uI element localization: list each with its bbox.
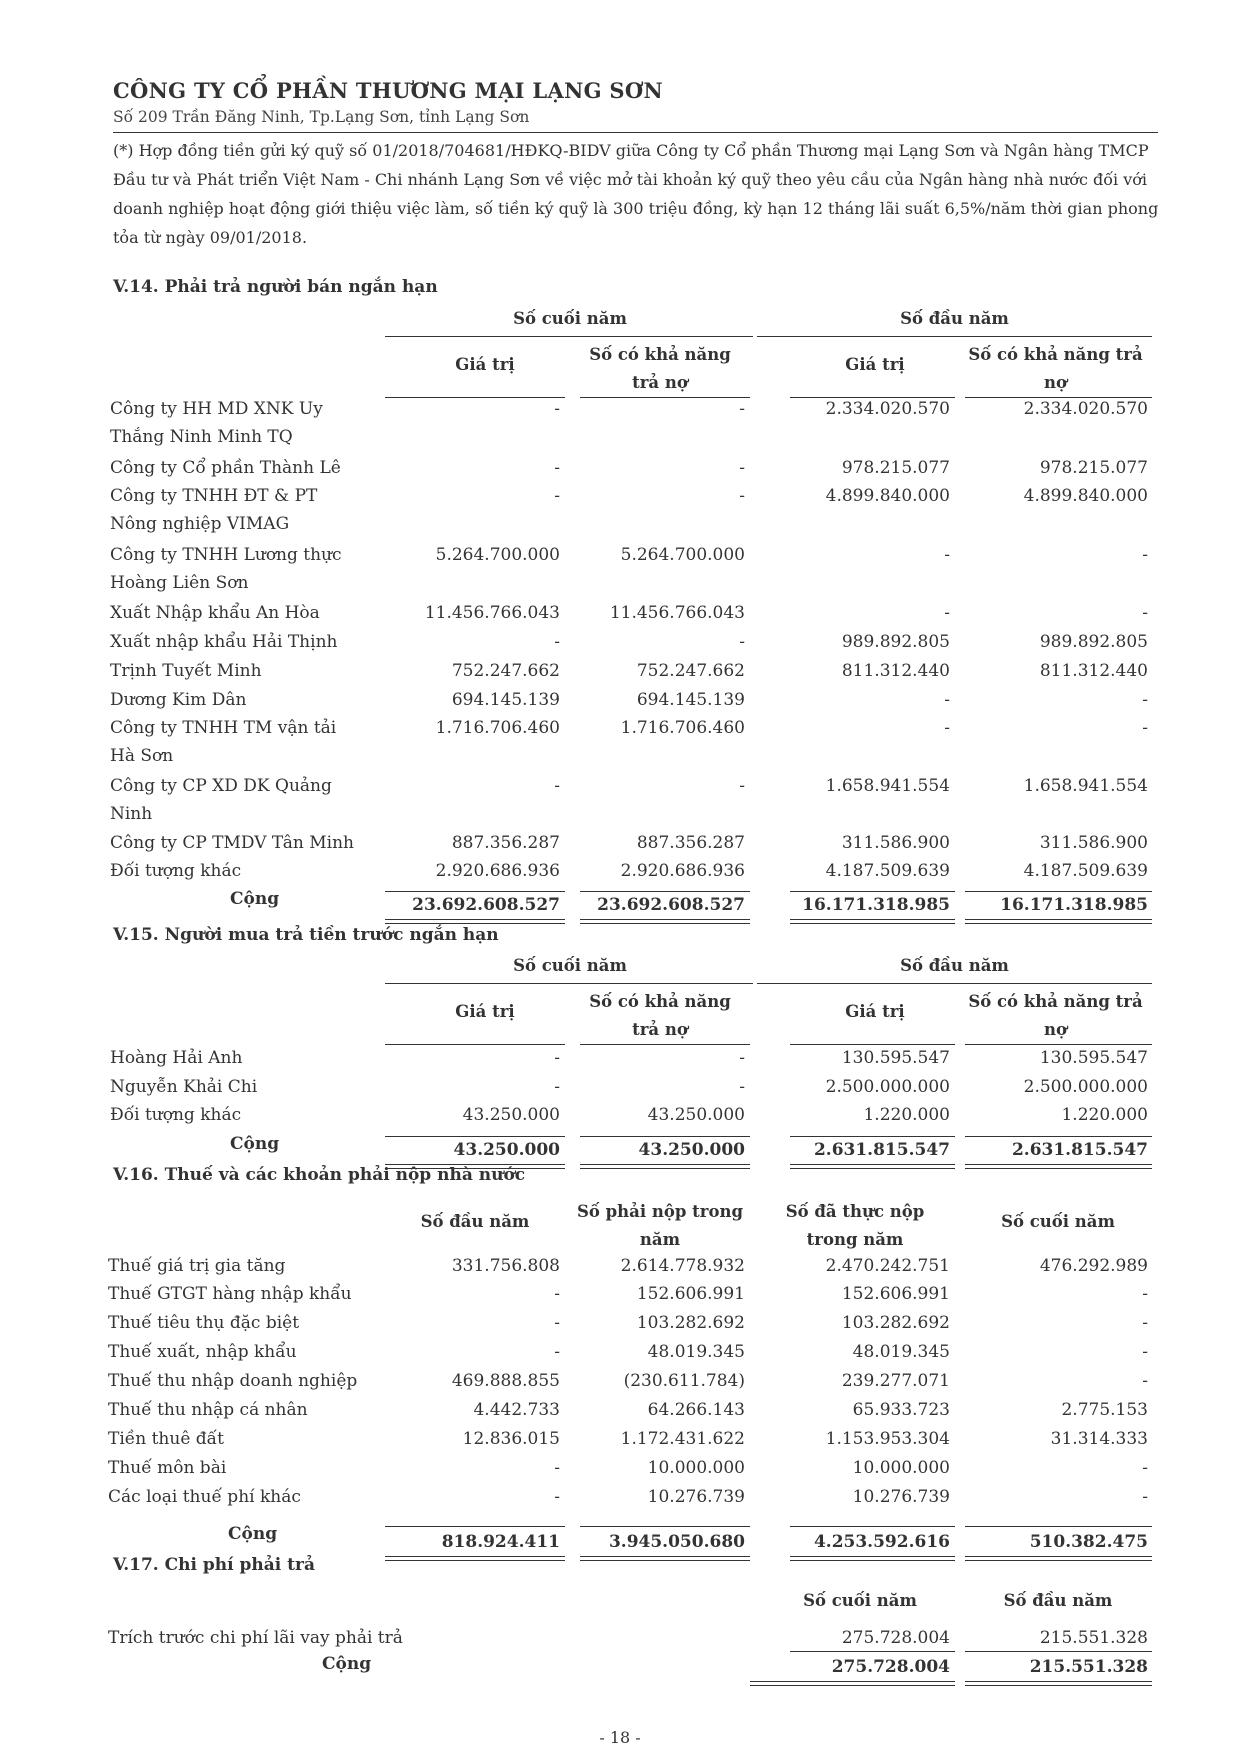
cell-c4: 989.892.805 [1039,632,1148,652]
cell-c1: - [554,1048,560,1068]
group-rule-begin [757,983,1152,984]
section-title-v15: V.15. Người mua trả tiền trước ngắn hạn [113,925,499,945]
total-top-rule-4 [965,1136,1152,1137]
cell-c2: - [739,1077,745,1097]
cell-c1: 43.250.000 [462,1105,560,1125]
total-bottom-rule-2 [580,919,750,924]
header-rule [113,132,1158,133]
cell-c2: 1.716.706.460 [620,718,745,738]
col-header-paid: Số đã thực nộp trong năm [785,1202,925,1249]
cell-c1: 5.264.700.000 [435,545,560,565]
cell-c4: - [1142,718,1148,738]
total-cell-c4: 16.171.318.985 [1000,895,1148,915]
total-top-rule-2 [580,1526,750,1527]
row-label: Công ty CP XD DK Quảng Ninh [110,776,332,824]
group-rule-end [385,336,753,337]
cell-c1: 1.716.706.460 [435,718,560,738]
cell-c1: 2.920.686.936 [435,861,560,881]
cell-c4: - [1142,603,1148,623]
col-header-pay-begin: Số có khả năng trả nợ [968,345,1143,392]
tax-row-label: Thuế giá trị gia tăng [108,1256,286,1276]
tax-cell-c1: 331.756.808 [451,1256,560,1276]
tax-row-label: Thuế thu nhập doanh nghiệp [108,1371,358,1391]
total-cell-c2: 3.945.050.680 [608,1532,745,1552]
cell-c4: 811.312.440 [1039,661,1148,681]
cell-c4: 978.215.077 [1039,458,1148,478]
cell-c3: 978.215.077 [841,458,950,478]
col-header-value-end: Giá trị [455,1002,515,1021]
tax-cell-c1: - [554,1313,560,1333]
tax-cell-c3: 10.276.739 [852,1487,950,1507]
cell-c3: 4.899.840.000 [825,486,950,506]
tax-cell-c1: - [554,1342,560,1362]
total-bottom-rule-3 [790,919,955,924]
col-header-begin-year: Số đầu năm [420,1212,530,1231]
tax-cell-c3: 2.470.242.751 [825,1256,950,1276]
cell-c2: 2.920.686.936 [620,861,745,881]
cell-c3: - [944,718,950,738]
tax-cell-c2: 2.614.778.932 [620,1256,745,1276]
cell-c2: 43.250.000 [647,1105,745,1125]
row-label: Hoàng Hải Anh [110,1048,243,1068]
cell-c4: - [1142,690,1148,710]
tax-cell-c2: 64.266.143 [647,1400,745,1420]
tax-cell-c4: - [1142,1487,1148,1507]
tax-cell-c4: - [1142,1342,1148,1362]
tax-row-label: Thuế thu nhập cá nhân [108,1400,308,1420]
cell-c2: - [739,632,745,652]
tax-cell-c3: 103.282.692 [841,1313,950,1333]
tax-row-label: Tiền thuê đất [108,1429,224,1449]
tax-cell-c2: 48.019.345 [647,1342,745,1362]
total-cell-c2: 23.692.608.527 [597,895,745,915]
total-label: Cộng [322,1654,372,1674]
total-bottom-rule-4 [965,1556,1152,1561]
cell-c2: 11.456.766.043 [609,603,745,623]
row-label: Đối tượng khác [110,1105,242,1125]
cell-c1: 752.247.662 [451,661,560,681]
tax-cell-c2: 103.282.692 [636,1313,745,1333]
total-bottom-rule-3 [750,1681,955,1686]
col-header-payable: Số phải nộp trong năm [576,1202,744,1249]
tax-cell-c3: 152.606.991 [841,1284,950,1304]
cell-c3: 311.586.900 [841,833,950,853]
total-top-rule-1 [385,1136,565,1137]
group-rule-end [385,983,753,984]
total-top-rule-1 [385,1526,565,1527]
cell-c4: 2.334.020.570 [1023,399,1148,419]
row-label: Công ty TNHH ĐT & PT Nông nghiệp VIMAG [110,486,318,534]
row-label: Xuất nhập khẩu Hải Thịnh [110,632,338,652]
tax-cell-c1: - [554,1487,560,1507]
row-label: Nguyễn Khải Chi [110,1077,258,1097]
total-top-rule-4 [965,891,1152,892]
cell-c3: - [944,690,950,710]
total-bottom-rule-4 [965,1164,1152,1169]
cell-c4: 4.187.509.639 [1023,861,1148,881]
tax-cell-c3: 48.019.345 [852,1342,950,1362]
row-label: Trịnh Tuyết Minh [110,661,262,681]
tax-cell-c4: 31.314.333 [1050,1429,1148,1449]
row-label: Dương Kim Dân [110,690,247,710]
total-cell-c3: 2.631.815.547 [813,1140,950,1160]
tax-row-label: Các loại thuế phí khác [108,1487,301,1507]
cell-c3: 2.500.000.000 [825,1077,950,1097]
accrual-cell-end: 275.728.004 [841,1628,950,1648]
total-top-rule-3 [790,1136,955,1137]
section-title-v14: V.14. Phải trả người bán ngắn hạn [113,277,438,297]
cell-c1: - [554,486,560,506]
tax-cell-c2: 10.276.739 [647,1487,745,1507]
accrual-row-label: Trích trước chi phí lãi vay phải trả [108,1628,403,1648]
row-label: Công ty TNHH TM vận tải Hà Sơn [110,718,337,766]
total-bottom-rule-2 [580,1556,750,1561]
tax-cell-c2: 152.606.991 [636,1284,745,1304]
total-top-rule-1 [385,891,565,892]
col-header-end-year: Số cuối năm [1001,1212,1115,1231]
col-header-pay-end: Số có khả năng trả nợ [589,992,731,1039]
total-cell-c1: 43.250.000 [453,1140,560,1160]
col-header-pay-begin: Số có khả năng trả nợ [968,992,1143,1039]
deposit-note: (*) Hợp đồng tiền gửi ký quỹ số 01/2018/704681/HĐKQ-BIDV giữa Công ty Cổ phần Thương mại Lạng Sơn và Ngân hàng TMCP Đầu tư và Phát triển Việt Nam - Chi nhánh Lạng Sơn về việc mở tài khoản ký quỹ theo yêu cầu của Ngân hàng nhà nước đối với doanh nghiệp hoạt động giới thiệu việc làm, số tiền ký quỹ là 300 triệu đồng, kỳ hạn 12 tháng lãi suất 6,5%/năm thời gian phong tỏa từ ngày 09/01/2018. [113,141,1159,247]
cell-c1: 887.356.287 [451,833,560,853]
cell-c4: 130.595.547 [1039,1048,1148,1068]
tax-cell-c4: 476.292.989 [1039,1256,1148,1276]
col-header-value-begin: Giá trị [845,355,905,374]
cell-c1: - [554,458,560,478]
tax-cell-c1: 4.442.733 [473,1400,560,1420]
col-header-value-end: Giá trị [455,355,515,374]
company-name: CÔNG TY CỔ PHẦN THƯƠNG MẠI LẠNG SƠN [113,78,663,103]
col-header-value-begin: Giá trị [845,1002,905,1021]
tax-row-label: Thuế tiêu thụ đặc biệt [108,1313,300,1333]
col-header-begin-year: Số đầu năm [1003,1591,1113,1610]
total-cell-c2: 43.250.000 [638,1140,745,1160]
tax-cell-c2: (230.611.784) [623,1371,745,1391]
row-label: Công ty HH MD XNK Uy Thắng Ninh Minh TQ [110,399,323,447]
cell-c3: 811.312.440 [841,661,950,681]
cell-c3: 989.892.805 [841,632,950,652]
cell-c3: 4.187.509.639 [825,861,950,881]
total-top-rule-2 [580,1136,750,1137]
total-top-rule-3 [790,891,955,892]
tax-cell-c4: - [1142,1284,1148,1304]
total-cell-c1: 23.692.608.527 [412,895,560,915]
total-label: Cộng [230,1134,280,1154]
total-label: Cộng [230,889,280,909]
total-top-rule-4 [965,1526,1152,1527]
group-header-begin: Số đầu năm [900,956,1009,975]
total-cell-c4: 2.631.815.547 [1011,1140,1148,1160]
total-cell-end: 275.728.004 [831,1657,950,1677]
cell-c1: 11.456.766.043 [424,603,560,623]
section-title-v17: V.17. Chi phí phải trả [113,1555,315,1575]
tax-cell-c3: 10.000.000 [852,1458,950,1478]
cell-c1: - [554,776,560,796]
total-top-rule-3 [790,1651,955,1652]
tax-cell-c1: 469.888.855 [451,1371,560,1391]
total-bottom-rule-3 [790,1556,955,1561]
cell-c4: - [1142,545,1148,565]
page-number: - 18 - [599,1728,641,1747]
company-address: Số 209 Trần Đăng Ninh, Tp.Lạng Sơn, tỉnh Lạng Sơn [113,108,530,126]
total-bottom-rule-1 [385,919,565,924]
total-top-rule-3 [790,1526,955,1527]
tax-cell-c2: 1.172.431.622 [620,1429,745,1449]
cell-c3: 1.220.000 [863,1105,950,1125]
group-header-end: Số cuối năm [513,956,627,975]
cell-c4: 1.658.941.554 [1023,776,1148,796]
group-header-end: Số cuối năm [513,309,627,328]
accrual-cell-begin: 215.551.328 [1039,1628,1148,1648]
cell-c1: - [554,399,560,419]
tax-cell-c3: 239.277.071 [841,1371,950,1391]
total-top-rule-2 [580,891,750,892]
total-cell-c3: 4.253.592.616 [813,1532,950,1552]
cell-c2: 694.145.139 [636,690,745,710]
cell-c2: - [739,486,745,506]
row-label: Công ty CP TMDV Tân Minh [110,833,355,853]
tax-cell-c3: 1.153.953.304 [825,1429,950,1449]
total-top-rule-4 [965,1651,1152,1652]
cell-c3: 1.658.941.554 [825,776,950,796]
row-label: Công ty TNHH Lương thực Hoàng Liên Sơn [110,545,342,593]
cell-c4: 2.500.000.000 [1023,1077,1148,1097]
row-label: Xuất Nhập khẩu An Hòa [110,603,320,623]
tax-cell-c1: - [554,1458,560,1478]
group-rule-begin [757,336,1152,337]
section-title-v16: V.16. Thuế và các khoản phải nộp nhà nước [113,1165,526,1185]
total-label: Cộng [228,1524,278,1544]
tax-cell-c4: - [1142,1371,1148,1391]
total-bottom-rule-1 [385,1556,565,1561]
cell-c2: - [739,1048,745,1068]
cell-c3: 2.334.020.570 [825,399,950,419]
cell-c2: 887.356.287 [636,833,745,853]
tax-row-label: Thuế môn bài [108,1458,227,1478]
tax-cell-c1: 12.836.015 [462,1429,560,1449]
cell-c1: - [554,1077,560,1097]
col-header-end-year: Số cuối năm [803,1591,917,1610]
group-header-begin: Số đầu năm [900,309,1009,328]
total-cell-begin: 215.551.328 [1029,1657,1148,1677]
total-bottom-rule-4 [965,919,1152,924]
cell-c4: 1.220.000 [1061,1105,1148,1125]
tax-row-label: Thuế GTGT hàng nhập khẩu [108,1284,352,1304]
row-label: Đối tượng khác [110,861,242,881]
cell-c4: 311.586.900 [1039,833,1148,853]
total-cell-c1: 818.924.411 [441,1532,560,1552]
row-label: Công ty Cổ phần Thành Lê [110,458,341,478]
total-bottom-rule-3 [790,1164,955,1169]
tax-cell-c4: - [1142,1458,1148,1478]
tax-row-label: Thuế xuất, nhập khẩu [108,1342,297,1362]
total-bottom-rule-4 [965,1681,1152,1686]
col-header-pay-end: Số có khả năng trả nợ [589,345,731,392]
cell-c2: 5.264.700.000 [620,545,745,565]
cell-c3: 130.595.547 [841,1048,950,1068]
total-cell-c4: 510.382.475 [1029,1532,1148,1552]
cell-c2: - [739,458,745,478]
total-cell-c3: 16.171.318.985 [802,895,950,915]
tax-cell-c3: 65.933.723 [852,1400,950,1420]
tax-cell-c2: 10.000.000 [647,1458,745,1478]
tax-cell-c1: - [554,1284,560,1304]
total-bottom-rule-2 [580,1164,750,1169]
cell-c2: 752.247.662 [636,661,745,681]
tax-cell-c4: - [1142,1313,1148,1333]
cell-c2: - [739,399,745,419]
cell-c2: - [739,776,745,796]
cell-c4: 4.899.840.000 [1023,486,1148,506]
cell-c3: - [944,545,950,565]
cell-c1: 694.145.139 [451,690,560,710]
cell-c3: - [944,603,950,623]
cell-c1: - [554,632,560,652]
tax-cell-c4: 2.775.153 [1061,1400,1148,1420]
